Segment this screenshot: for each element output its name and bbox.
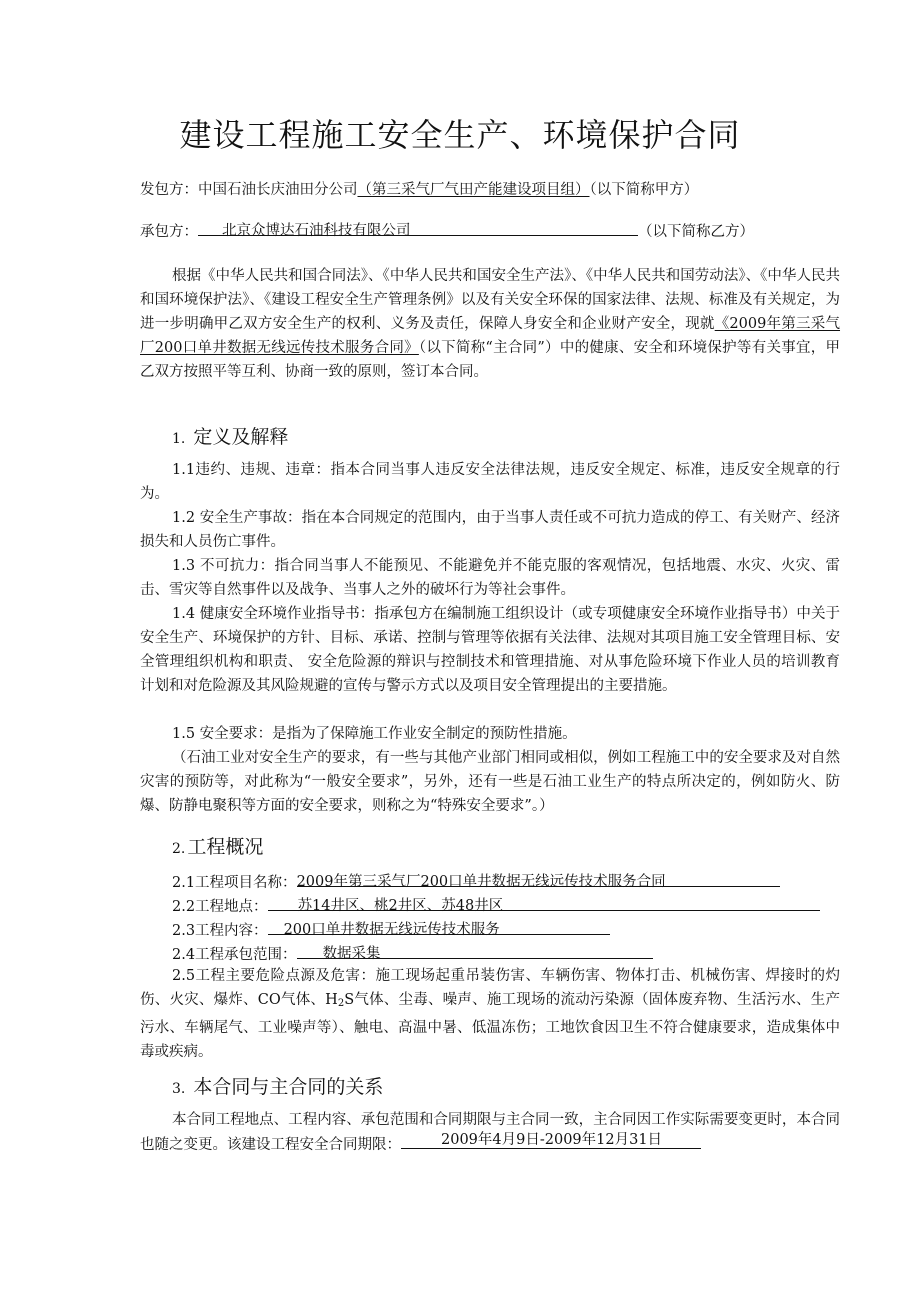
party-a-line <box>140 178 698 199</box>
hazards-text: 2.5工程主要危险点源及危害：施工现场起重吊装伤害、车辆伤害、物体打击、机械伤害、焊接时的灼伤、火灾、爆炸、CO气体、H <box>140 968 840 1008</box>
main-contract-name: 《2009年第三采气厂200口单井数据无线远传技术服务合同》 <box>140 316 841 356</box>
relationship-text: 本合同工程地点、工程内容、承包范围和合同期限与主合同一致，主合同因工作实际需要变更时，本合同也随之变更。该建设工程安全合同期限： <box>140 1112 840 1153</box>
project-name-value: 2009年第三采气厂200口单井数据无线远传技术服务合同 <box>296 874 666 890</box>
location-value: 苏14井区、桃2井区、苏48井区 <box>297 898 504 914</box>
party-b-name: 北京众博达石油科技有限公司 <box>222 223 411 239</box>
party-a-name: 中国石油长庆油田分公司 <box>198 182 358 198</box>
project-name-underline <box>296 870 780 890</box>
party-a-project: （第三采气厂气田产能建设项目组） <box>357 182 590 198</box>
location-underline <box>268 894 820 914</box>
section-2-number: 2. <box>172 841 186 857</box>
scope-underline <box>297 942 653 962</box>
scope-line <box>172 942 653 964</box>
section-2-title: 工程概况 <box>187 836 264 858</box>
location-label: 2.2工程地点： <box>172 899 268 915</box>
relationship-paragraph <box>140 1108 840 1157</box>
contract-period-underline <box>401 1132 701 1149</box>
section-1-number: 1. <box>172 431 186 447</box>
party-b-underline <box>198 219 638 239</box>
scope-label: 2.4工程承包范围： <box>172 947 297 963</box>
section-2-heading <box>172 832 263 859</box>
content-value: 200口单井数据无线远传技术服务 <box>283 922 500 938</box>
item-1-4: 1.4 健康安全环境作业指导书：指承包方在编制施工组织设计（或专项健康安全环境作业指导书）中关于安全生产、环境保护的方针、目标、承诺、控制与管理等依据有关法律、法规对其项目施工安全管理目标、安全管理组织机构和职责、 安全危险源的辩识与控制技术和管理措施、对从事危险环境下作业人员的培训教育计划和对危险源及其风险规避的宣传与警示方式以及项目安全管理提出的主要措施。 <box>140 606 840 694</box>
document-title: 建设工程施工安全生产、环境保护合同 <box>179 116 741 154</box>
item-1-1: 1.1违约、违规、违章：指本合同当事人违反安全法律法规，违反安全规定、标准，违反安全规章的行为。 <box>140 462 840 502</box>
party-b-line <box>140 219 754 241</box>
intro-text: 根据《中华人民共和国合同法》、《中华人民共和国安全生产法》、《中华人民共和国劳动法》、《中华人民共和国环境保护法》、《建设工程安全生产管理条例》以及有关安全环保的国家法律、法规、标准及有关规定，为进一步明确甲乙双方安全生产的权利、义务及责任，保障人身安全和企业财产安全，现就 <box>140 268 840 332</box>
party-a-suffix: （以下简称甲方） <box>589 182 699 198</box>
location-line <box>172 894 820 916</box>
section-1-title: 定义及解释 <box>193 426 289 448</box>
content-line <box>172 918 610 940</box>
party-b-suffix: （以下简称乙方） <box>638 224 754 240</box>
intro-text-end: （以下简称“主合同”）中的健康、安全和环境保护等有关事宜，甲乙双方按照平等互利、协商一致的原则，签订本合同。 <box>140 340 840 380</box>
hazards-subscript: 2 <box>337 998 345 1009</box>
section-3-heading <box>172 1072 383 1099</box>
content-label: 2.3工程内容： <box>172 923 268 939</box>
item-1-3: 1.3 不可抗力：指合同当事人不能预见、不能避免并不能克服的客观情况，包括地震、水灾、火灾、雷击、雪灾等自然事件以及战争、当事人之外的破坏行为等社会事件。 <box>140 558 840 598</box>
party-b-label: 承包方： <box>140 224 198 240</box>
intro-paragraph <box>140 264 840 384</box>
section-3-number: 3. <box>172 1081 186 1097</box>
hazards-paragraph <box>140 964 840 1064</box>
project-name-label: 2.1工程项目名称： <box>172 875 297 891</box>
project-name-line <box>172 870 780 892</box>
contract-period-value: 2009年4月9日-2009年12月31日 <box>441 1132 663 1148</box>
scope-value: 数据采集 <box>322 946 381 962</box>
party-a-label: 发包方： <box>140 182 198 198</box>
content-underline <box>268 918 610 938</box>
item-1-5: 1.5 安全要求：是指为了保障施工作业安全制定的预防性措施。 <box>172 726 577 742</box>
safety-requirement-note: （石油工业对安全生产的要求，有一些与其他产业部门相同或相似，例如工程施工中的安全要求及对自然灾害的预防等，对此称为“一般安全要求”，另外，还有一些是石油工业生产的特点所决定的，例如防火、防爆、防静电聚积等方面的安全要求，则称之为“特殊安全要求”。） <box>140 750 840 814</box>
item-1-2: 1.2 安全生产事故：指在本合同规定的范围内，由于当事人责任或不可抗力造成的停工、有关财产、经济损失和人员伤亡事件。 <box>140 510 840 550</box>
hazards-text-end: S气体、尘毒、噪声、施工现场的流动污染源（固体废弃物、生活污水、生产污水、车辆尾气、工业噪声等）、触电、高温中暑、低温冻伤；工地饮食因卫生不符合健康要求，造成集体中毒或疾病。 <box>140 992 840 1060</box>
section-1-heading <box>172 422 288 449</box>
section-3-title: 本合同与主合同的关系 <box>193 1076 384 1098</box>
